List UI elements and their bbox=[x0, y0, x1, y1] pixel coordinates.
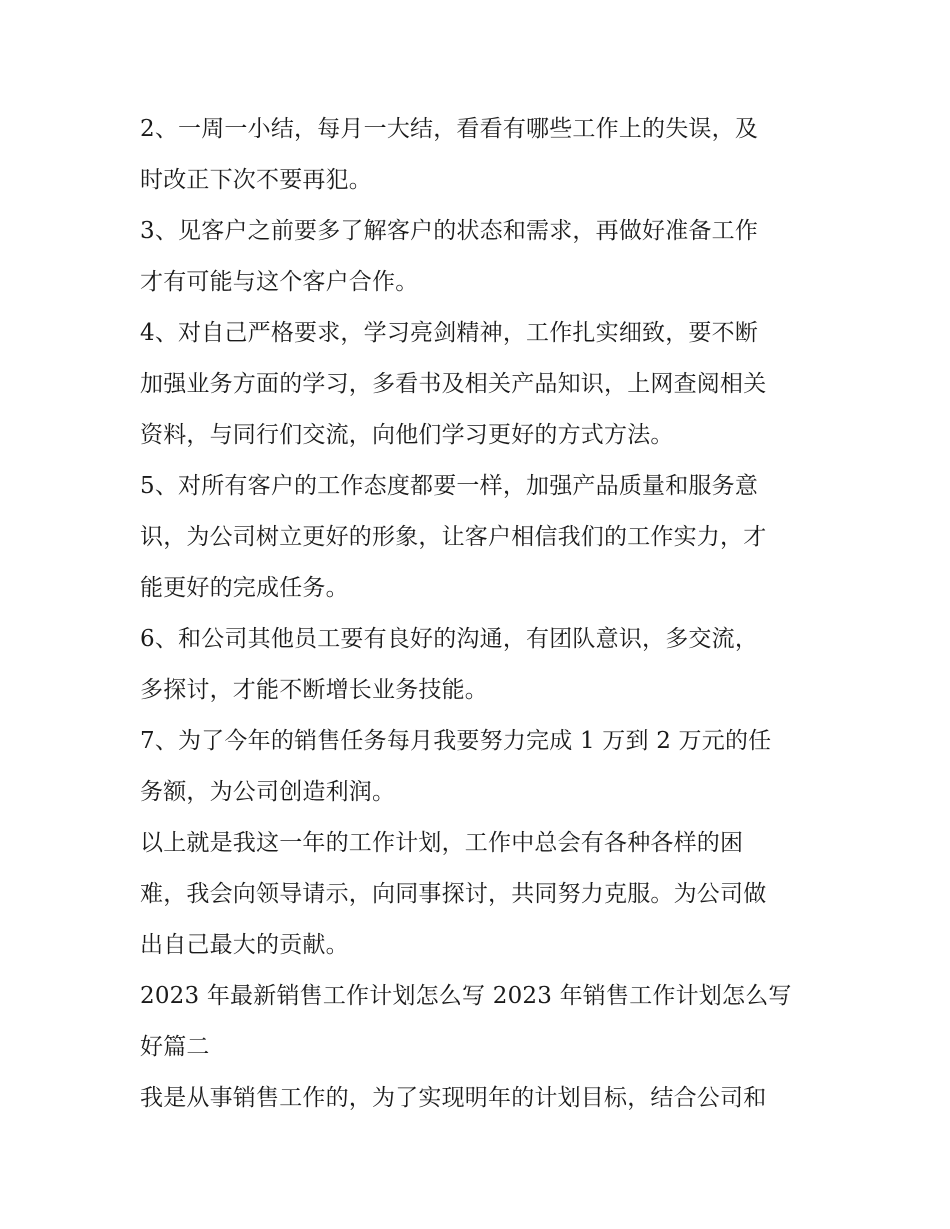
document-body bbox=[140, 104, 820, 1124]
text-line: 6、和公司其他员工要有良好的沟通，有团队意识，多交流， bbox=[140, 626, 759, 652]
text-line: 出自己最大的贡献。 bbox=[140, 932, 349, 958]
section-heading-line: 2023 年最新销售工作计划怎么写 2023 年销售工作计划怎么写 bbox=[140, 983, 792, 1009]
text-line: 我是从事销售工作的，为了实现明年的计划目标，结合公司和 bbox=[140, 1085, 767, 1111]
text-line: 务额，为公司创造利润。 bbox=[140, 779, 396, 805]
text-line: 4、对自己严格要求，学习亮剑精神，工作扎实细致，要不断 bbox=[140, 320, 759, 346]
section-heading-line: 好篇二 bbox=[140, 1034, 210, 1060]
text-line: 多探讨，才能不断增长业务技能。 bbox=[140, 677, 488, 703]
text-line: 时改正下次不要再犯。 bbox=[140, 167, 372, 193]
text-line: 7、为了今年的销售任务每月我要努力完成 1 万到 2 万元的任 bbox=[140, 728, 772, 754]
text-line: 能更好的完成任务。 bbox=[140, 575, 349, 601]
text-line: 3、见客户之前要多了解客户的状态和需求，再做好准备工作 bbox=[140, 218, 759, 244]
text-line: 难，我会向领导请示，向同事探讨，共同努力克服。为公司做 bbox=[140, 881, 767, 907]
text-line: 5、对所有客户的工作态度都要一样，加强产品质量和服务意 bbox=[140, 473, 759, 499]
text-line: 2、一周一小结，每月一大结，看看有哪些工作上的失误，及 bbox=[140, 116, 759, 142]
text-line: 以上就是我这一年的工作计划，工作中总会有各种各样的困 bbox=[140, 830, 744, 856]
text-line: 识，为公司树立更好的形象，让客户相信我们的工作实力，才 bbox=[140, 524, 767, 550]
text-line: 才有可能与这个客户合作。 bbox=[140, 269, 419, 295]
text-line: 资料，与同行们交流，向他们学习更好的方式方法。 bbox=[140, 422, 674, 448]
text-line: 加强业务方面的学习，多看书及相关产品知识，上网查阅相关 bbox=[140, 371, 767, 397]
